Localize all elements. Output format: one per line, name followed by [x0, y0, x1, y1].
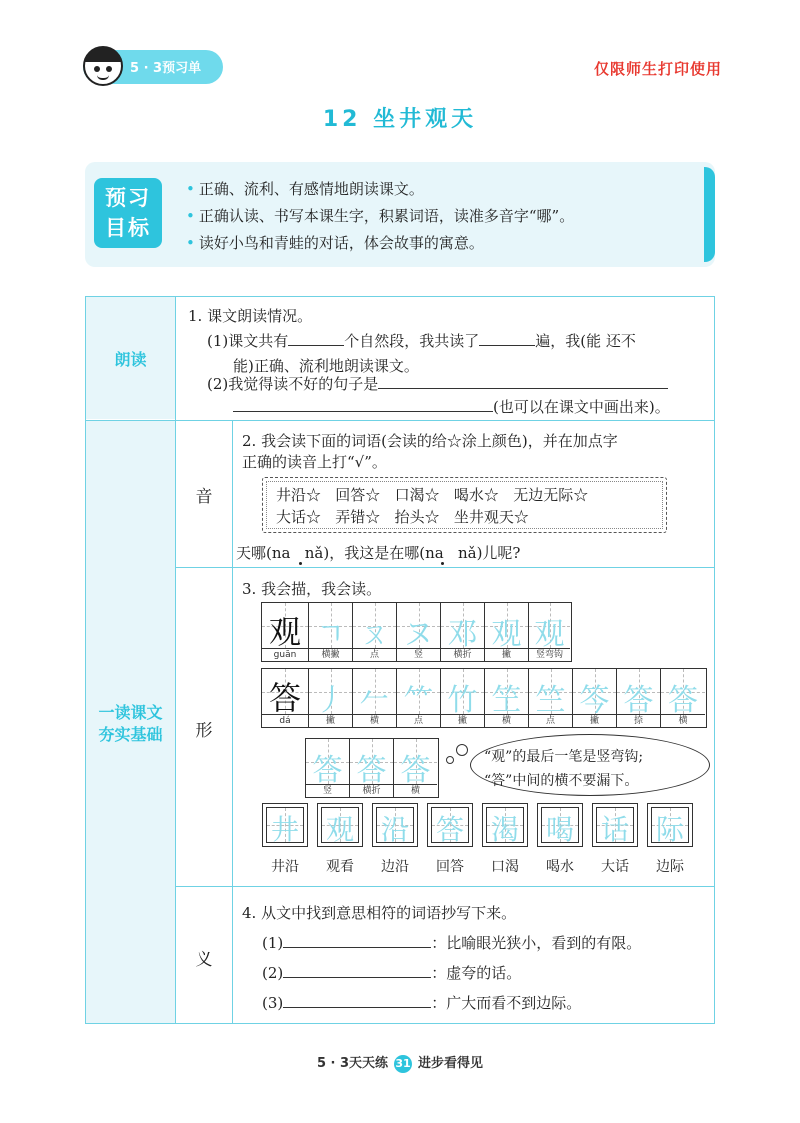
emphasis-dot — [299, 562, 302, 565]
trace-char[interactable]: ㄱ — [316, 617, 345, 652]
word-label: 口渴 — [491, 859, 519, 875]
trace-char[interactable]: ㄡ — [359, 617, 390, 652]
char-box[interactable]: 答 — [427, 803, 473, 847]
q4-item: (2) ：虚夸的话。 — [262, 964, 522, 982]
goal-item: • 正确、流利、有感情地朗读课文。 — [186, 180, 424, 198]
trace-char[interactable]: ヌ — [403, 617, 434, 652]
q1-title: 1. 课文朗读情况。 — [188, 307, 313, 325]
section-meaning: 义 — [195, 950, 213, 970]
answer-blank[interactable] — [283, 994, 431, 1008]
trace-char[interactable]: 观 — [491, 617, 522, 652]
word-label: 喝水 — [546, 859, 574, 875]
char-box[interactable]: 渴 — [482, 803, 528, 847]
goals-accent-bar — [704, 167, 715, 262]
trace-char[interactable]: 𠂉 — [359, 683, 390, 718]
trace-char[interactable]: 答 — [623, 683, 654, 718]
page-number: 31 — [394, 1055, 412, 1073]
pinyin-choice-line: 天哪(na nǎ)，我这是在哪(na nǎ)儿呢? — [236, 544, 521, 562]
char-box[interactable]: 沿 — [372, 803, 418, 847]
trace-char[interactable]: ⺮ — [403, 683, 434, 718]
section-main: 一读课文 夯实基础 — [98, 703, 163, 744]
emphasis-dot — [441, 562, 444, 565]
restriction-notice: 仅限师生打印使用 — [593, 60, 722, 78]
char-box[interactable]: 话 — [592, 803, 638, 847]
trace-char[interactable]: 答 — [312, 753, 343, 788]
trace-char[interactable]: 答 — [400, 753, 431, 788]
tip-line-1: “观”的最后一笔是竖弯钩; — [484, 749, 644, 765]
page-footer: 5 · 3天天练 31 进步看得见 — [316, 1056, 484, 1071]
goal-item: • 读好小鸟和青蛙的对话，体会故事的寓意。 — [186, 234, 484, 252]
model-char: 观 — [268, 613, 301, 651]
trace-char[interactable]: 笁 — [491, 683, 522, 718]
word-label: 回答 — [436, 859, 464, 875]
goal-item: • 正确认读、书写本课生字，积累词语，读准多音字“哪”。 — [186, 207, 575, 225]
q4-item: (3) ：广大而看不到边际。 — [262, 994, 582, 1012]
word-label: 井沿 — [271, 859, 299, 875]
section-form: 形 — [195, 721, 213, 741]
word-row-1: 井沿☆ 回答☆ 口渴☆ 喝水☆ 无边无际☆ — [276, 486, 589, 504]
char-box[interactable]: 观 — [317, 803, 363, 847]
word-label: 大话 — [601, 859, 629, 875]
q1-line4: (也可以在课文中画出来)。 — [233, 396, 670, 417]
stroke-grid-da-cont: 答 竖 答 横折 答 横 — [305, 738, 439, 798]
q2-title-1: 2. 我会读下面的词语(会读的给☆涂上颜色)，并在加点字 — [242, 432, 618, 450]
char-box[interactable]: 际 — [647, 803, 693, 847]
q4-item: (1) ：比喻眼光狭小，看到的有限。 — [262, 934, 642, 952]
trace-char[interactable]: 邓 — [447, 617, 478, 652]
q1-line2: 能)正确、流利地朗读课文。 — [233, 357, 419, 375]
trace-char[interactable]: 笒 — [579, 683, 610, 718]
word-row-2: 大话☆ 弄错☆ 抬头☆ 坐井观天☆ — [276, 508, 529, 526]
trace-char[interactable]: 答 — [356, 753, 387, 788]
section-reading: 朗读 — [114, 350, 147, 369]
q3-title: 3. 我会描，我会读。 — [242, 580, 382, 598]
section-sound: 音 — [195, 487, 213, 507]
trace-char[interactable]: 丿 — [315, 683, 346, 718]
model-char: 答 — [268, 679, 301, 717]
tip-line-2: “答”中间的横不要漏下。 — [484, 773, 639, 789]
stroke-grid-guan: 观 guān ㄱ 横撇 ㄡ 点 ヌ 竖 邓 横折 观 撇 观 竖弯钩 — [261, 602, 572, 662]
answer-blank[interactable] — [233, 398, 493, 412]
q2-title-2: 正确的读音上打“√”。 — [242, 453, 387, 471]
word-label: 边沿 — [381, 859, 409, 875]
word-label: 边际 — [656, 859, 684, 875]
answer-blank[interactable] — [288, 332, 344, 346]
trace-char[interactable]: 竺 — [535, 683, 566, 718]
answer-blank[interactable] — [283, 964, 431, 978]
char-box[interactable]: 喝 — [537, 803, 583, 847]
stroke-grid-da: 答 dá 丿 撇 𠂉 横 ⺮ 点 竹 撇 笁 横 竺 点 笒 撇 答 捺 答 横 — [261, 668, 707, 728]
trace-char[interactable]: 答 — [668, 683, 698, 718]
q1-line3: (2)我觉得读不好的句子是 — [207, 373, 668, 394]
q4-title: 4. 从文中找到意思相符的词语抄写下来。 — [242, 904, 517, 922]
series-label: 5 · 3预习单 — [130, 61, 202, 76]
goals-badge: 预习 目标 — [94, 178, 162, 248]
trace-char[interactable]: 竹 — [447, 683, 478, 718]
lesson-title: 12 坐井观天 — [322, 107, 478, 132]
answer-blank[interactable] — [479, 332, 535, 346]
mascot-icon — [83, 46, 123, 86]
trace-char[interactable]: 观 — [534, 617, 565, 652]
word-label: 观看 — [326, 859, 354, 875]
answer-blank[interactable] — [283, 934, 431, 948]
answer-blank[interactable] — [378, 375, 668, 389]
q1-line1: (1)课文共有 个自然段，我共读了 遍，我(能 还不 — [207, 332, 636, 350]
char-box[interactable]: 井 — [262, 803, 308, 847]
